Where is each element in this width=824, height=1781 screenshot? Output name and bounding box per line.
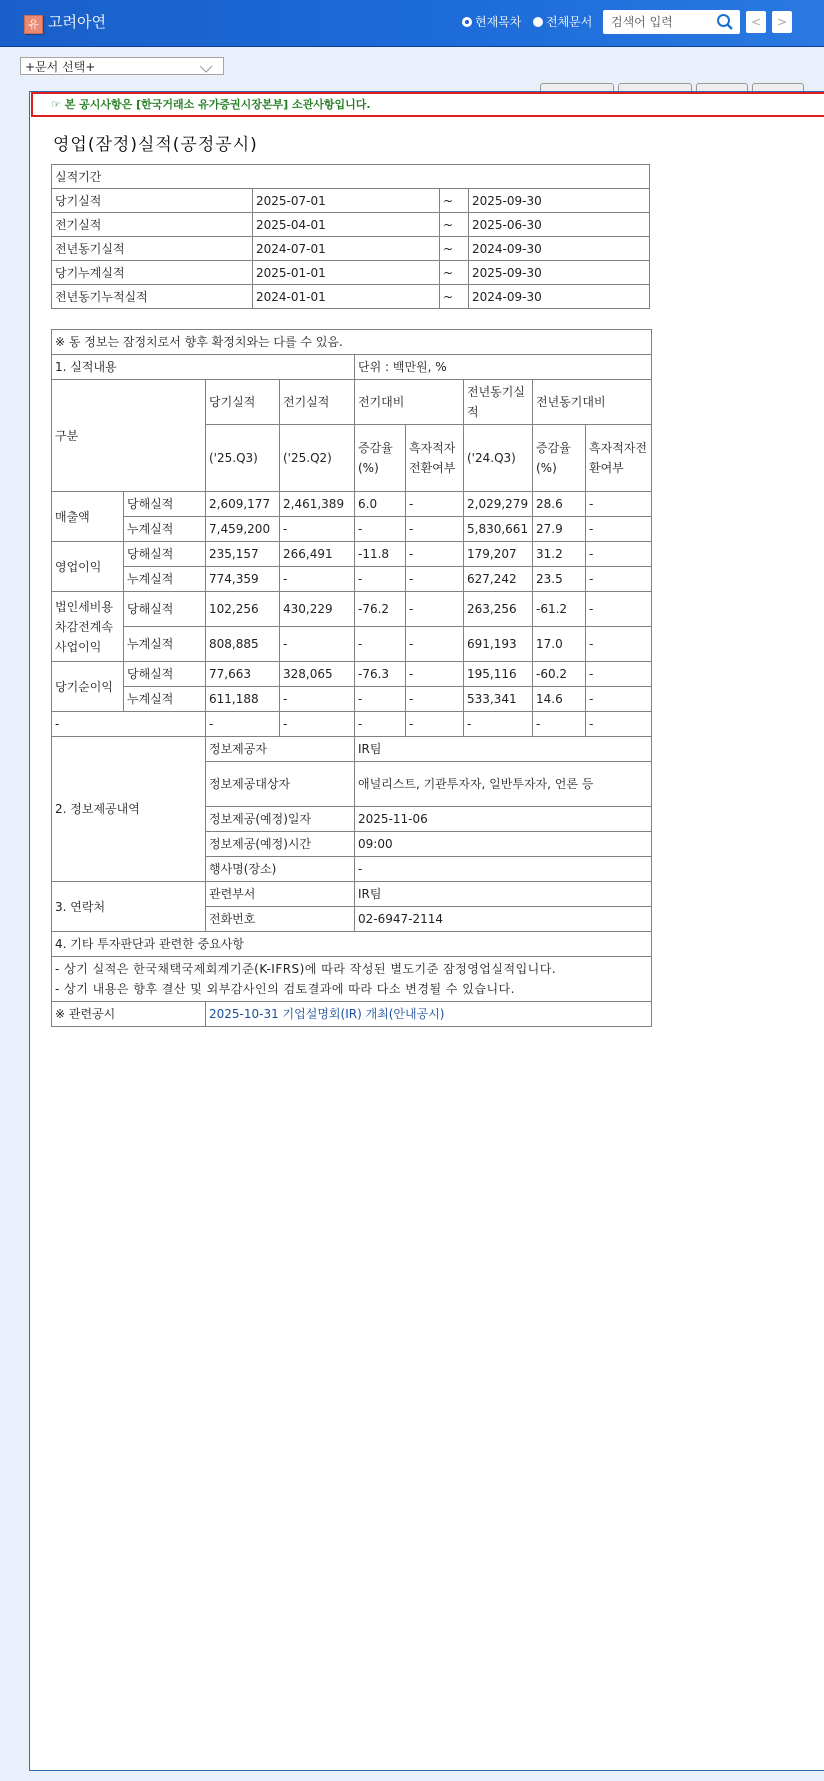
- period-start: 2024-01-01: [253, 285, 440, 309]
- disclaimer: ※ 동 정보는 잠정치로서 향후 확정치와는 다를 수 있음.: [52, 330, 652, 355]
- cell-qoq-rate: -: [355, 712, 406, 737]
- company-badge-icon: 유: [24, 15, 43, 34]
- cell-yoy-turn: -: [586, 542, 652, 567]
- row-type: 누계실적: [124, 687, 206, 712]
- unit-label: 단위 : 백만원, %: [355, 355, 652, 380]
- cell-current: 7,459,200: [206, 517, 280, 542]
- period-end: 2025-09-30: [469, 189, 650, 213]
- cell-qoq-rate: -76.3: [355, 662, 406, 687]
- table-row: [52, 492, 652, 517]
- cell-yoy-rate: -: [533, 712, 586, 737]
- table-row: [52, 237, 650, 261]
- section-4-label: 4. 기타 투자판단과 관련한 중요사항: [52, 932, 652, 957]
- cell-prev: 430,229: [280, 592, 355, 627]
- period-start: 2025-01-01: [253, 261, 440, 285]
- radio-label: 현재목차: [475, 15, 522, 29]
- cell-prev: 328,065: [280, 662, 355, 687]
- col-sub-current: ('25.Q3): [206, 425, 280, 492]
- cell-yoy-turn: -: [586, 712, 652, 737]
- table-row: [52, 517, 652, 542]
- table-row: [52, 592, 652, 627]
- cell-yoy-turn: -: [586, 567, 652, 592]
- period-label: 전기실적: [52, 213, 253, 237]
- note-line: - 상기 내용은 향후 결산 및 외부감사인의 검토결과에 따라 다소 변경될 수 있습니다.: [55, 982, 515, 996]
- info-value: 애널리스트, 기관투자자, 일반투자자, 언론 등: [355, 762, 652, 807]
- section-4-notes: [52, 957, 652, 1002]
- col-sub-prev: ('25.Q2): [280, 425, 355, 492]
- cell-qoq-rate: -: [355, 627, 406, 662]
- col-sub-yoy-rate: 증감율(%): [533, 425, 586, 492]
- cell-yoy-rate: -61.2: [533, 592, 586, 627]
- info-label: 정보제공자: [206, 737, 355, 762]
- row-type: 당해실적: [124, 662, 206, 687]
- cell-qoq-turn: -: [406, 492, 464, 517]
- cell-yoy-turn: -: [586, 517, 652, 542]
- cell-prev: -: [280, 517, 355, 542]
- info-label: 행사명(장소): [206, 857, 355, 882]
- info-label: 정보제공(예정)시간: [206, 832, 355, 857]
- row-type: 누계실적: [124, 627, 206, 662]
- col-header-prev: 전기실적: [280, 380, 355, 425]
- cell-yoy-rate: 28.6: [533, 492, 586, 517]
- table-row: [52, 213, 650, 237]
- table-row: [52, 712, 652, 737]
- top-header: [0, 0, 824, 47]
- cell-yoy-rate: 14.6: [533, 687, 586, 712]
- cell-yoy-actual: 179,207: [464, 542, 533, 567]
- col-sub-yoy-turn: 흑자적자전환여부: [586, 425, 652, 492]
- results-table: [51, 329, 652, 1027]
- chevron-down-icon: [199, 61, 213, 79]
- col-sub-qoq-turn: 흑자적자전환여부: [406, 425, 464, 492]
- cell-qoq-rate: -: [355, 567, 406, 592]
- col-header-yoy-actual: 전년동기실적: [464, 380, 533, 425]
- period-sep: ~: [440, 213, 469, 237]
- cell-yoy-turn: -: [586, 662, 652, 687]
- cell-qoq-turn: -: [406, 687, 464, 712]
- section-1-label: 1. 실적내용: [52, 355, 355, 380]
- row-group-label: 당기순이익: [52, 662, 124, 712]
- cell-yoy-rate: 17.0: [533, 627, 586, 662]
- contact-value: 02-6947-2114: [355, 907, 652, 932]
- cell-yoy-actual: 533,341: [464, 687, 533, 712]
- contact-label: 전화번호: [206, 907, 355, 932]
- radio-unselected-icon[interactable]: [533, 17, 543, 27]
- cell-current: 808,885: [206, 627, 280, 662]
- info-value: -: [355, 857, 652, 882]
- cell-yoy-rate: 31.2: [533, 542, 586, 567]
- period-label: 전년동기실적: [52, 237, 253, 261]
- next-button[interactable]: >: [772, 11, 792, 33]
- col-sub-qoq-rate: 증감율(%): [355, 425, 406, 492]
- col-header-category: 구분: [52, 380, 206, 492]
- search-input[interactable]: [609, 10, 717, 34]
- period-table: [51, 164, 650, 309]
- cell-current: 102,256: [206, 592, 280, 627]
- cell-yoy-rate: 27.9: [533, 517, 586, 542]
- table-row: [52, 662, 652, 687]
- row-type: 당해실적: [124, 592, 206, 627]
- radio-selected-icon[interactable]: [462, 17, 472, 27]
- period-end: 2024-09-30: [469, 237, 650, 261]
- cell-yoy-turn: -: [586, 687, 652, 712]
- col-header-yoy: 전년동기대비: [533, 380, 652, 425]
- prev-button[interactable]: <: [746, 11, 766, 33]
- info-value: 09:00: [355, 832, 652, 857]
- table-row: [52, 687, 652, 712]
- cell-qoq-turn: -: [406, 592, 464, 627]
- contact-label: 관련부서: [206, 882, 355, 907]
- cell-qoq-turn: -: [406, 542, 464, 567]
- company-name: 고려아연: [48, 13, 106, 31]
- section-2-label: 2. 정보제공내역: [52, 737, 206, 882]
- contact-value: IR팀: [355, 882, 652, 907]
- cell-current: 2,609,177: [206, 492, 280, 517]
- cell-category: -: [52, 712, 206, 737]
- row-group-label: 매출액: [52, 492, 124, 542]
- cell-qoq-turn: -: [406, 712, 464, 737]
- cell-qoq-rate: -11.8: [355, 542, 406, 567]
- period-end: 2025-06-30: [469, 213, 650, 237]
- info-label: 정보제공대상자: [206, 762, 355, 807]
- radio-label: 전체문서: [546, 15, 593, 29]
- table-row: [52, 882, 652, 907]
- cell-qoq-turn: -: [406, 517, 464, 542]
- cell-current: 235,157: [206, 542, 280, 567]
- table-row: [52, 542, 652, 567]
- cell-prev: -: [280, 627, 355, 662]
- cell-yoy-turn: -: [586, 492, 652, 517]
- table-row: [52, 737, 652, 762]
- cell-current: 77,663: [206, 662, 280, 687]
- cell-yoy-turn: -: [586, 627, 652, 662]
- info-value: 2025-11-06: [355, 807, 652, 832]
- cell-qoq-rate: 6.0: [355, 492, 406, 517]
- cell-yoy-rate: -60.2: [533, 662, 586, 687]
- cell-current: 774,359: [206, 567, 280, 592]
- table-row: [52, 285, 650, 309]
- cell-current: -: [206, 712, 280, 737]
- period-end: 2025-09-30: [469, 261, 650, 285]
- document-select[interactable]: [20, 57, 224, 75]
- row-group-label: 법인세비용차감전계속사업이익: [52, 592, 124, 662]
- period-start: 2025-04-01: [253, 213, 440, 237]
- table-row: [52, 567, 652, 592]
- period-label: 당기실적: [52, 189, 253, 213]
- period-start: 2024-07-01: [253, 237, 440, 261]
- period-sep: ~: [440, 261, 469, 285]
- info-label: 정보제공(예정)일자: [206, 807, 355, 832]
- search-icon[interactable]: [716, 13, 734, 35]
- col-header-qoq: 전기대비: [355, 380, 464, 425]
- search-box: [603, 10, 740, 34]
- cell-qoq-turn: -: [406, 567, 464, 592]
- cell-prev: -: [280, 687, 355, 712]
- period-sep: ~: [440, 189, 469, 213]
- row-type: 당해실적: [124, 542, 206, 567]
- cell-yoy-rate: 23.5: [533, 567, 586, 592]
- period-label: 당기누계실적: [52, 261, 253, 285]
- section-3-label: 3. 연락처: [52, 882, 206, 932]
- cell-prev: 2,461,389: [280, 492, 355, 517]
- col-header-current: 당기실적: [206, 380, 280, 425]
- cell-yoy-actual: 263,256: [464, 592, 533, 627]
- cell-yoy-actual: 2,029,279: [464, 492, 533, 517]
- info-value: IR팀: [355, 737, 652, 762]
- table-row: [52, 261, 650, 285]
- table-row: [52, 627, 652, 662]
- cell-current: 611,188: [206, 687, 280, 712]
- row-type: 누계실적: [124, 567, 206, 592]
- cell-yoy-turn: -: [586, 592, 652, 627]
- period-start: 2025-07-01: [253, 189, 440, 213]
- related-disclosure-link[interactable]: 2025-10-31 기업설명회(IR) 개최(안내공시): [206, 1002, 652, 1027]
- cell-qoq-rate: -: [355, 687, 406, 712]
- cell-yoy-actual: 5,830,661: [464, 517, 533, 542]
- page-title: 영업(잠정)실적(공정공시): [53, 135, 258, 155]
- cell-qoq-rate: -: [355, 517, 406, 542]
- col-sub-yoy-actual: ('24.Q3): [464, 425, 533, 492]
- period-sep: ~: [440, 237, 469, 261]
- cell-prev: 266,491: [280, 542, 355, 567]
- cell-prev: -: [280, 567, 355, 592]
- jurisdiction-notice: ☞ 본 공시사항은 [한국거래소 유가증권시장본부] 소관사항입니다.: [31, 92, 824, 117]
- radio-current-toc[interactable]: [462, 13, 521, 30]
- document-select-value: +문서 선택+: [25, 60, 96, 74]
- table-row: [52, 189, 650, 213]
- cell-prev: -: [280, 712, 355, 737]
- period-header: 실적기간: [52, 165, 650, 189]
- row-type: 누계실적: [124, 517, 206, 542]
- cell-qoq-turn: -: [406, 662, 464, 687]
- cell-yoy-actual: 627,242: [464, 567, 533, 592]
- cell-yoy-actual: -: [464, 712, 533, 737]
- row-group-label: 영업이익: [52, 542, 124, 592]
- radio-all-docs[interactable]: [533, 13, 592, 30]
- cell-qoq-turn: -: [406, 627, 464, 662]
- cell-qoq-rate: -76.2: [355, 592, 406, 627]
- period-label: 전년동기누적실적: [52, 285, 253, 309]
- note-line: - 상기 실적은 한국채택국제회계기준(K-IFRS)에 따라 작성된 별도기준 잠정영업실적입니다.: [55, 962, 557, 976]
- cell-yoy-actual: 691,193: [464, 627, 533, 662]
- cell-yoy-actual: 195,116: [464, 662, 533, 687]
- related-label: ※ 관련공시: [52, 1002, 206, 1027]
- period-end: 2024-09-30: [469, 285, 650, 309]
- period-sep: ~: [440, 285, 469, 309]
- row-type: 당해실적: [124, 492, 206, 517]
